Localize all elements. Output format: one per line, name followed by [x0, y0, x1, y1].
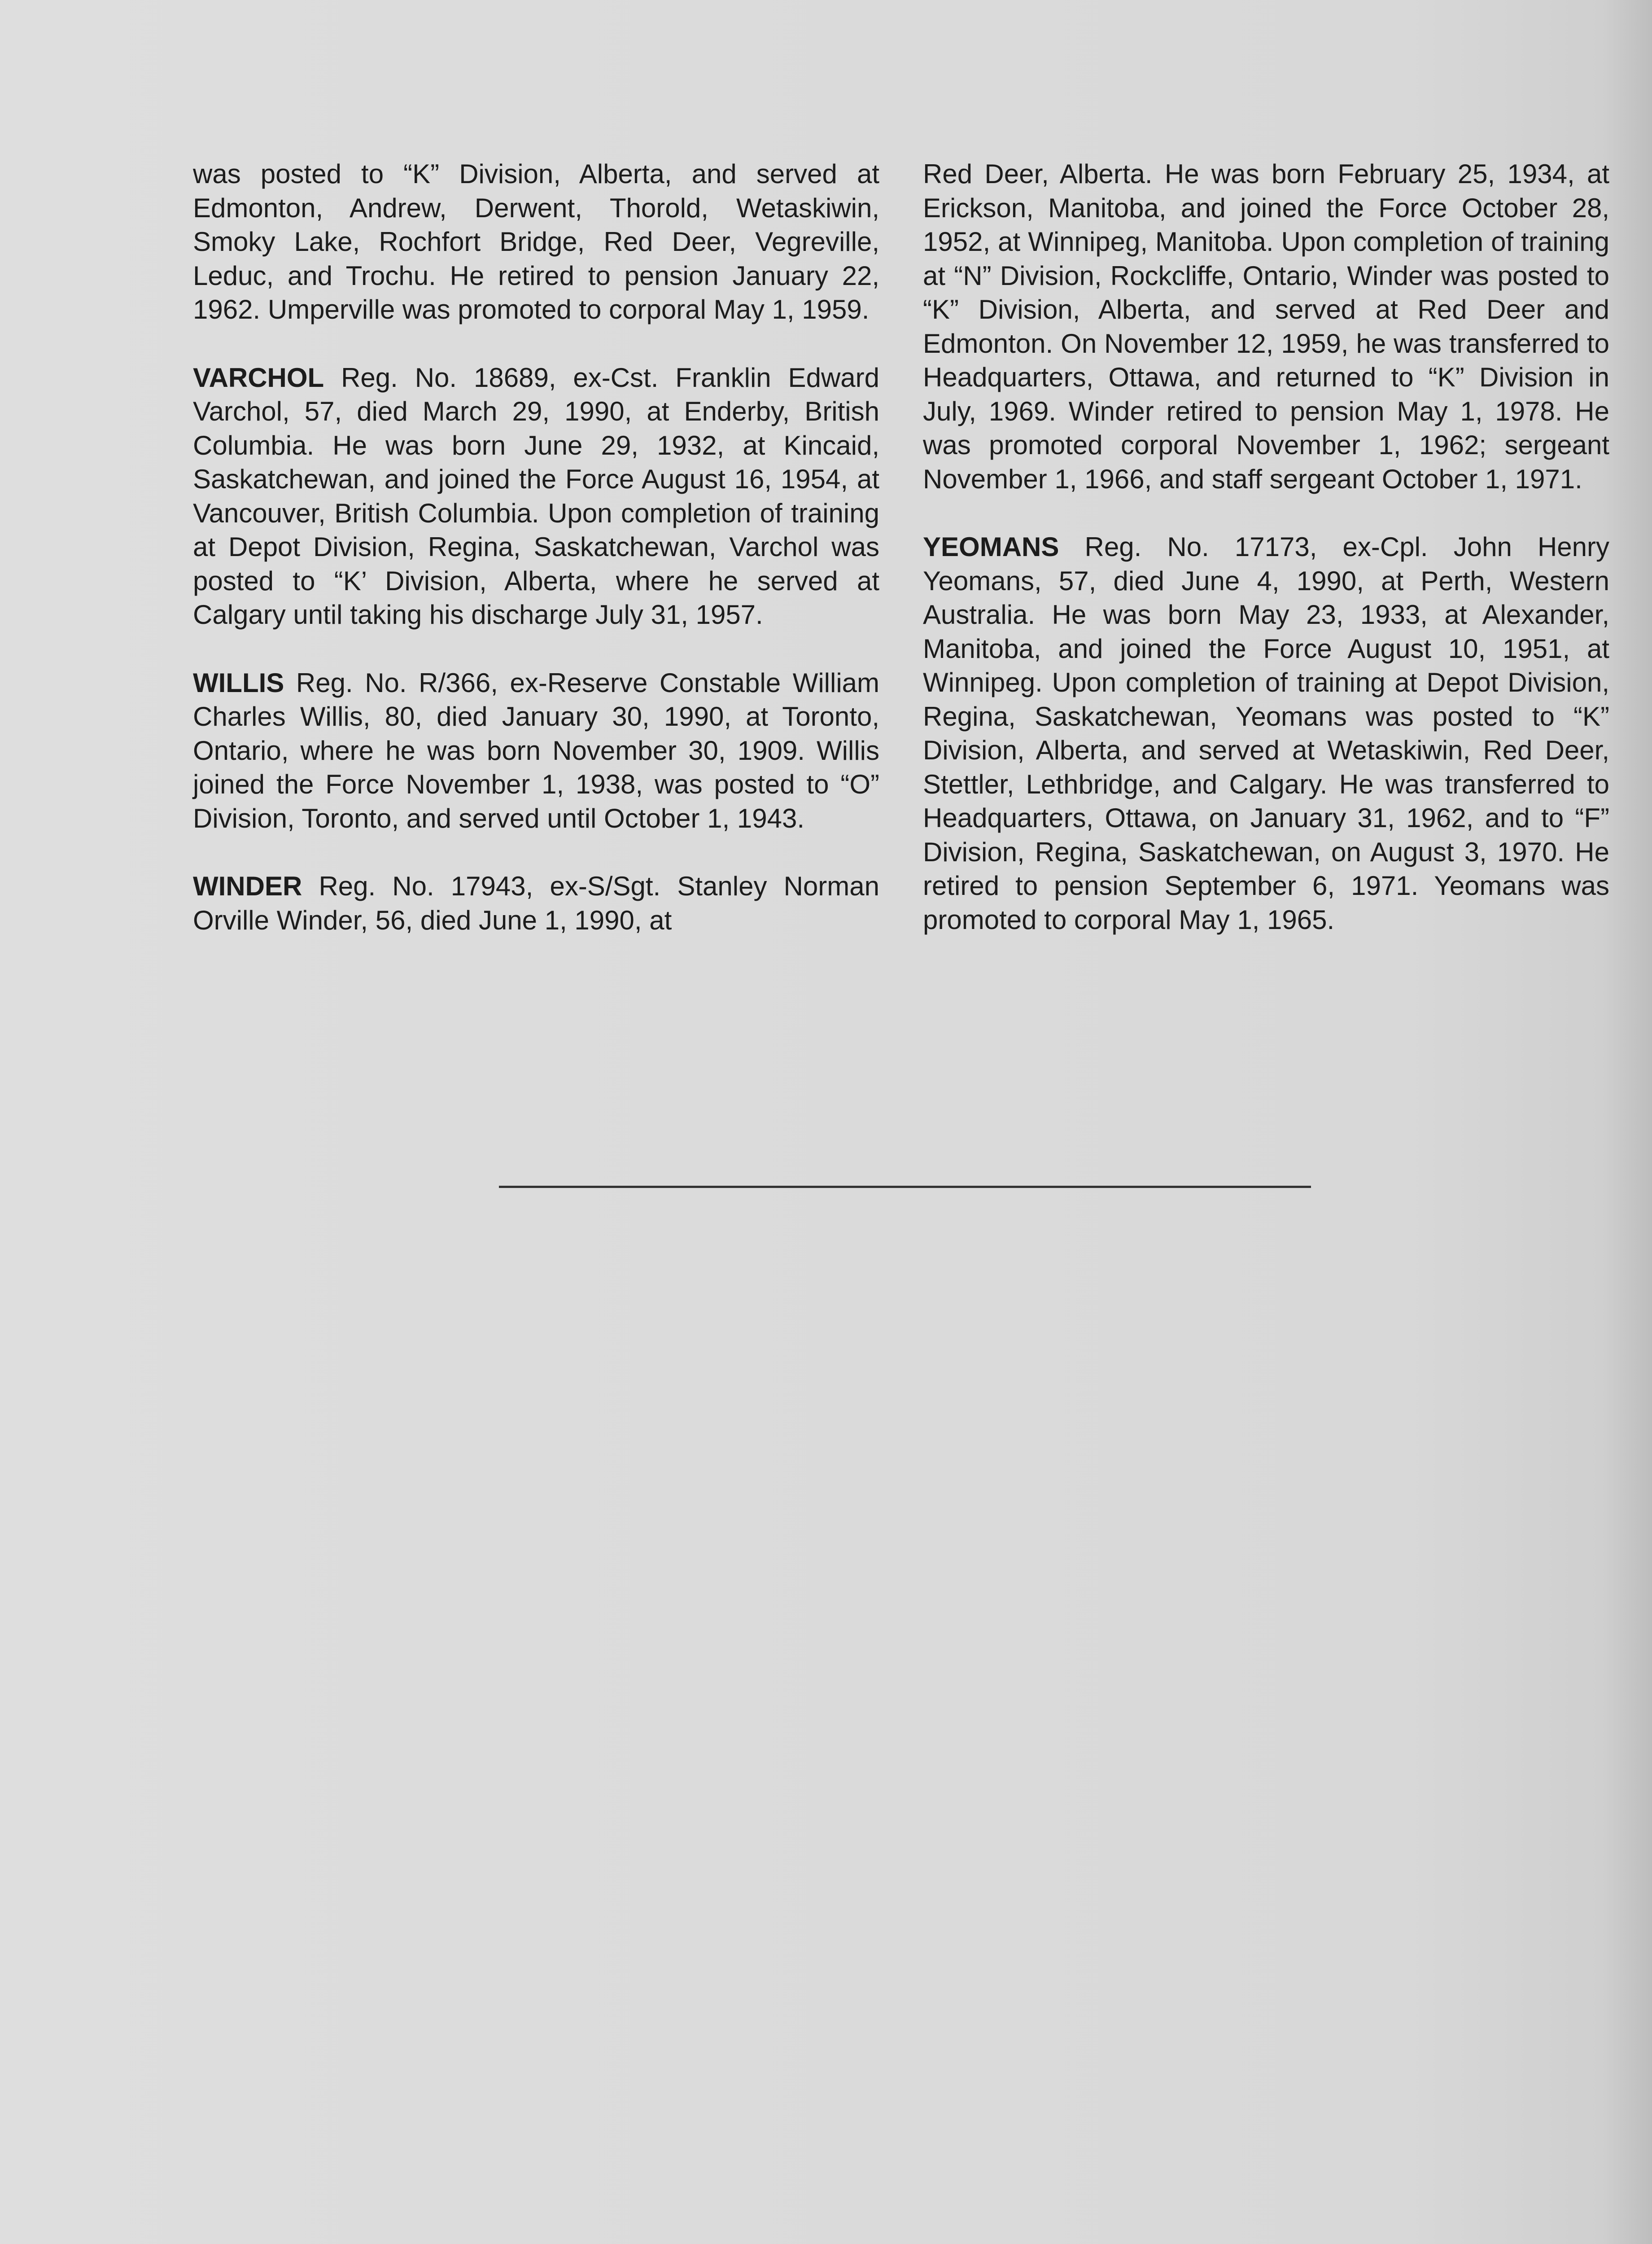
- entry-surname: VARCHOL: [193, 362, 324, 393]
- entry-surname: YEOMANS: [923, 532, 1059, 562]
- entry-text: Reg. No. 17173, ex-Cpl. John Henry Yeomans, 57, died June 4, 1990, at Perth, Western Australia. He was born May 23, 1933, at Alexander, Manitoba, and joined the Force August 10, 1951, at Winnipeg. Upon completion of training at Depot Division, Regina, Saskatchewan, Yeomans was posted to “K” Division, Alberta, and served at Wetaskiwin, Red Deer, Stettler, Lethbridge, and Calgary. He was transferred to Headquarters, Ottawa, on January 31, 1962, and to “F” Division, Regina, Saskatchewan, on August 3, 1970. He retired to pension September 6, 1971. Yeomans was promoted to corporal May 1, 1965.: [923, 532, 1609, 935]
- obituary-entry-winder-continued: [923, 157, 1609, 496]
- entry-surname: WILLIS: [193, 667, 284, 698]
- obituary-entry-yeomans: [923, 530, 1609, 937]
- entry-text: Red Deer, Alberta. He was born February 25, 1934, at Erickson, Manitoba, and joined the Force October 28, 1952, at Winnipeg, Manitoba. Upon completion of training at “N” Division, Rockcliffe, Ontario, Winder was posted to “K” Division, Alberta, and served at Red Deer and Edmonton. On November 12, 1959, he was transferred to Headquarters, Ottawa, and returned to “K” Division in July, 1969. Winder retired to pension May 1, 1978. He was promoted corporal November 1, 1962; sergeant November 1, 1966, and staff sergeant October 1, 1971.: [923, 159, 1609, 494]
- right-column: [923, 157, 1609, 971]
- obituary-entry-varchol: [193, 361, 879, 632]
- entry-text: Reg. No. 17943, ex-S/Sgt. Stanley Norman Orville Winder, 56, died June 1, 1990, at: [193, 871, 879, 935]
- entry-surname: WINDER: [193, 871, 302, 901]
- entry-text: Reg. No. R/366, ex-Reserve Constable William Charles Willis, 80, died January 30, 1990, at Toronto, Ontario, where he was born November 30, 1909. Willis joined the Force November 1, 1938, was posted to “O” Division, Toronto, and served until October 1, 1943.: [193, 667, 879, 833]
- section-divider: [499, 1186, 1311, 1188]
- obituary-entry-willis: [193, 666, 879, 836]
- obituary-entry-winder: [193, 869, 879, 937]
- entry-text: Reg. No. 18689, ex-Cst. Franklin Edward Varchol, 57, died March 29, 1990, at Enderby, British Columbia. He was born June 29, 1932, at Kincaid, Saskatchewan, and joined the Force August 16, 1954, at Vancouver, British Columbia. Upon completion of training at Depot Division, Regina, Saskatchewan, Varchol was posted to “K’ Division, Alberta, where he served at Calgary until taking his discharge July 31, 1957.: [193, 362, 879, 630]
- left-column: [193, 157, 879, 971]
- obituary-entry: [193, 157, 879, 327]
- entry-text: was posted to “K” Division, Alberta, and served at Edmonton, Andrew, Derwent, Thorold, Wetaskiwin, Smoky Lake, Rochfort Bridge, Red Deer, Vegreville, Leduc, and Trochu. He retired to pension January 22, 1962. Umperville was promoted to corporal May 1, 1959.: [193, 159, 879, 324]
